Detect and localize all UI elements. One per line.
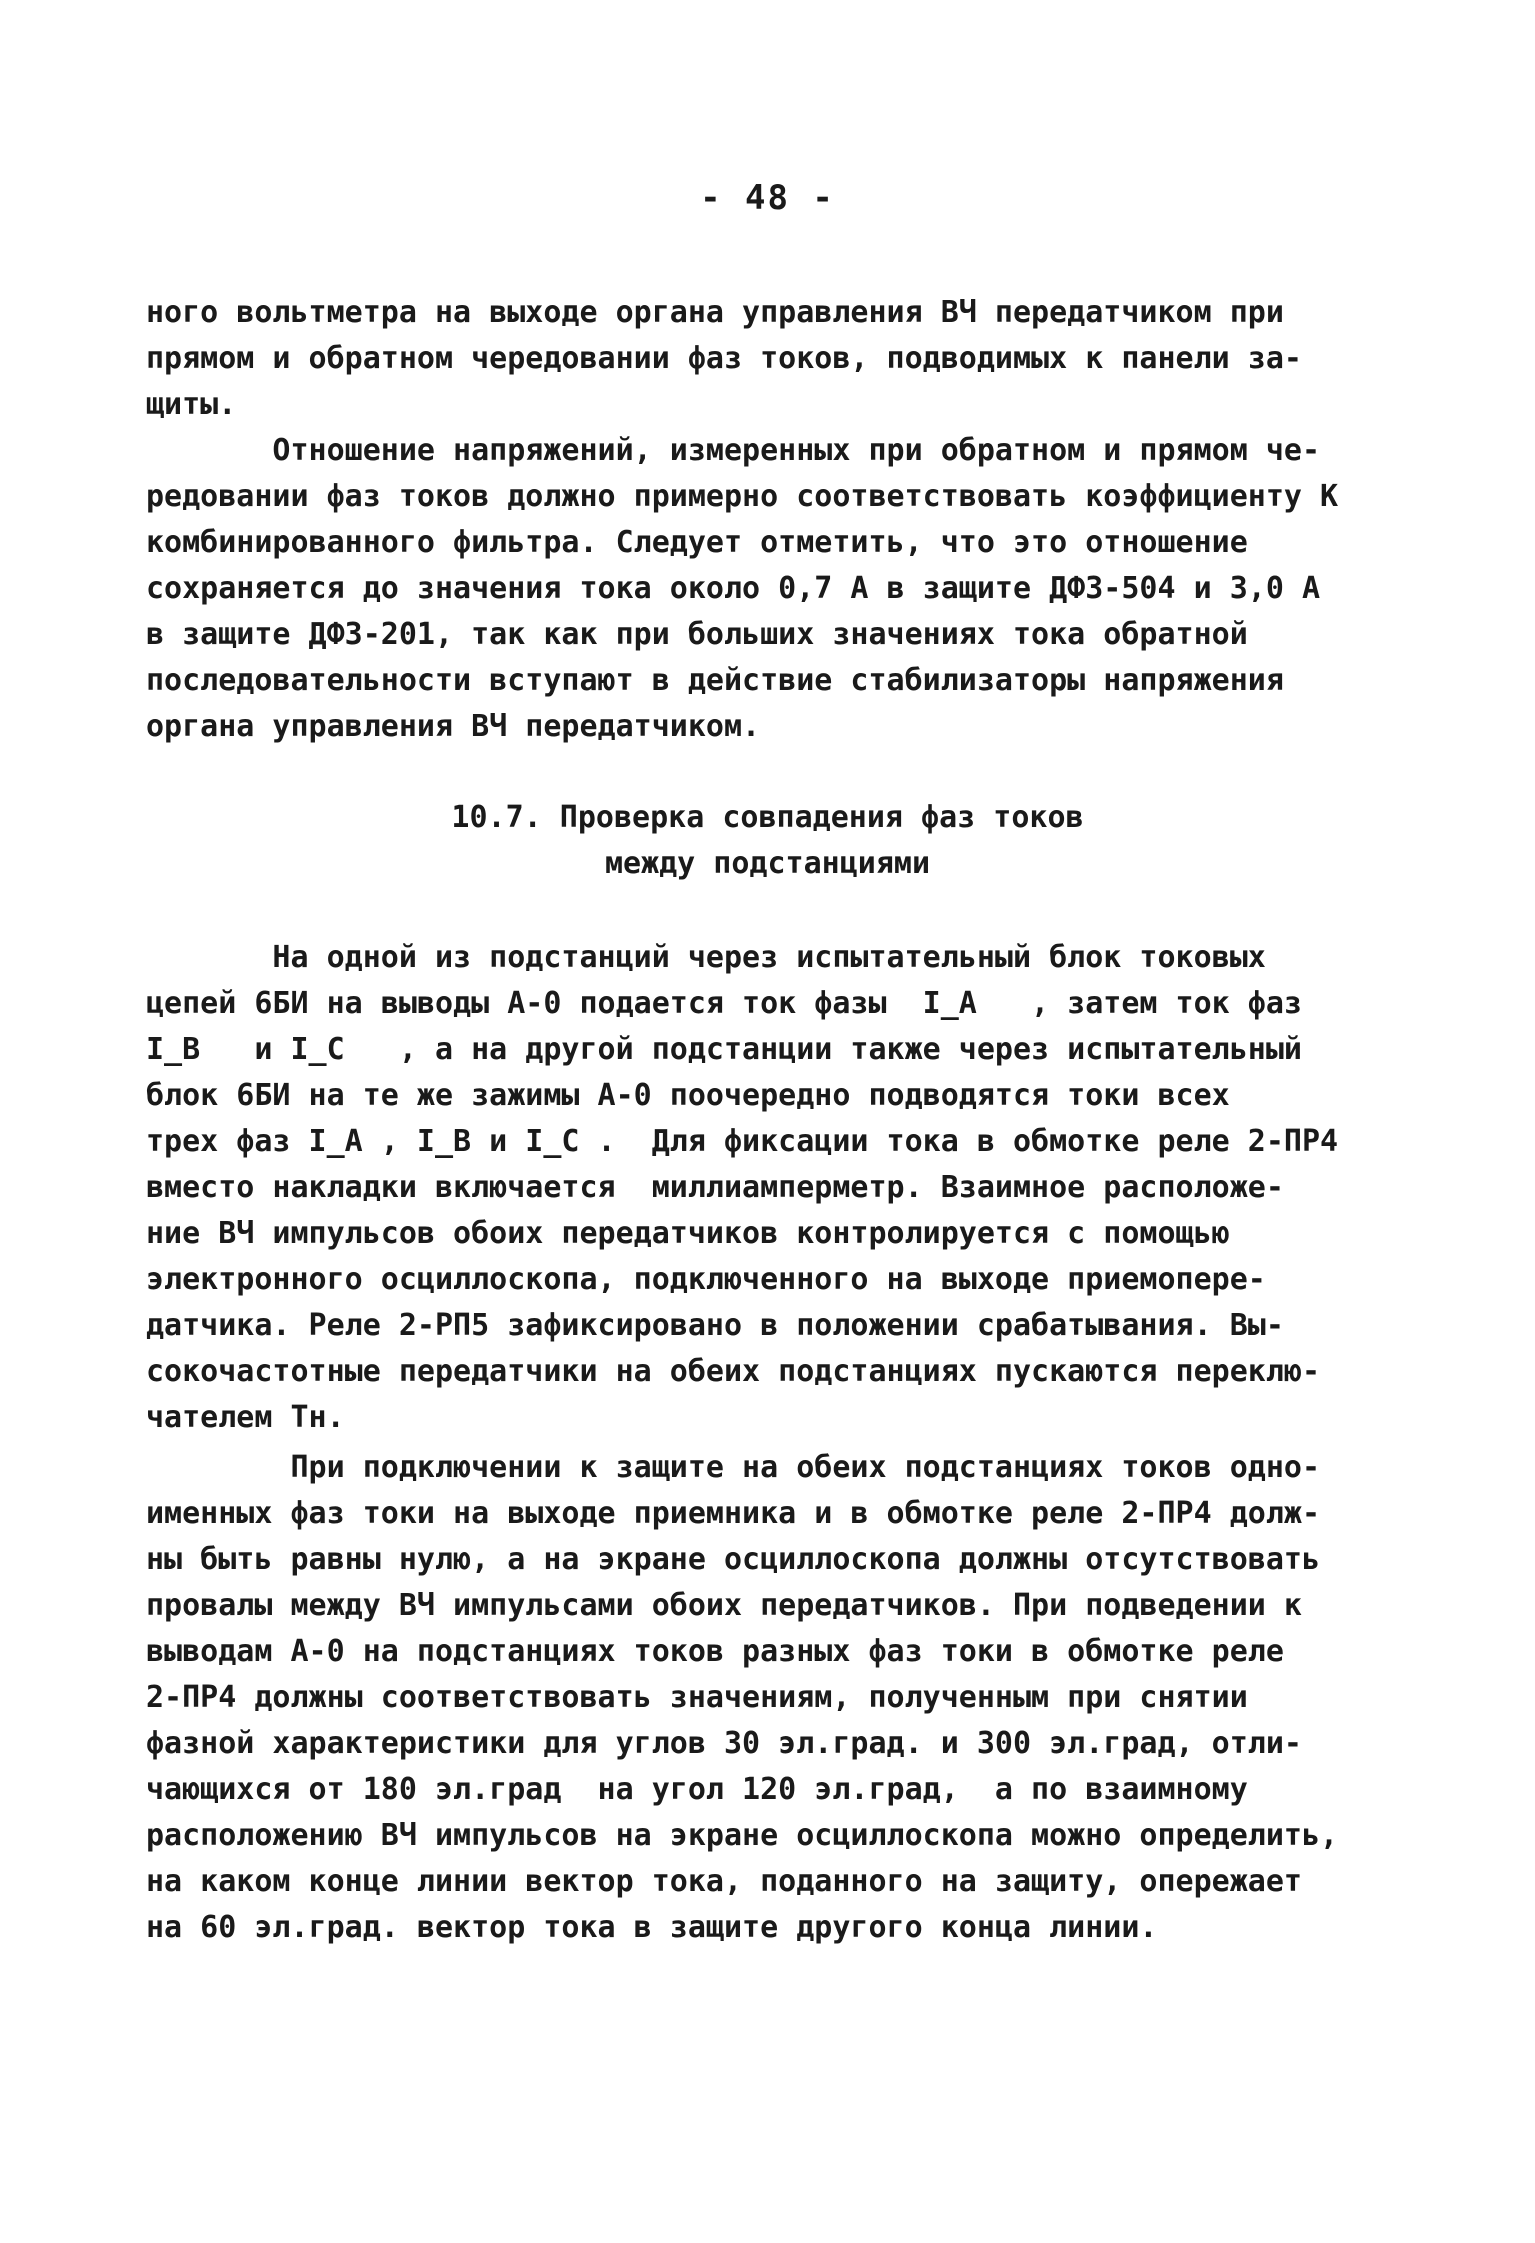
paragraph-result bbox=[146, 1445, 1396, 1951]
text-line: вместо накладки включается миллиамперметр. Взаимное расположе- bbox=[146, 1170, 1284, 1205]
text-line: щиты. bbox=[146, 387, 237, 422]
text-line: именных фаз токи на выходе приемника и в обмотке реле 2-ПР4 долж- bbox=[146, 1496, 1320, 1531]
text-line: провалы между ВЧ импульсами обоих передатчиков. При подведении к bbox=[146, 1588, 1302, 1623]
heading-line: 10.7. Проверка совпадения фаз токов bbox=[451, 800, 1084, 835]
text-line: органа управления ВЧ передатчиком. bbox=[146, 709, 761, 744]
text-line: комбинированного фильтра. Следует отметить, что это отношение bbox=[146, 525, 1248, 560]
text-line: последовательности вступают в действие стабилизаторы напряжения bbox=[146, 663, 1284, 698]
page-number: - 48 - bbox=[700, 178, 835, 218]
text-line: I_B и I_C , а на другой подстанции также через испытательный bbox=[146, 1032, 1302, 1067]
text-line: сокочастотные передатчики на обеих подстанциях пускаются переклю- bbox=[146, 1354, 1320, 1389]
text-line: ние ВЧ импульсов обоих передатчиков контролируется с помощью bbox=[146, 1216, 1230, 1251]
text-line: датчика. Реле 2-РП5 зафиксировано в положении срабатывания. Вы- bbox=[146, 1308, 1284, 1343]
text-line: При подключении к защите на обеих подстанциях токов одно- bbox=[146, 1450, 1320, 1485]
text-line: сохраняется до значения тока около 0,7 А в защите ДФЗ-504 и 3,0 А bbox=[146, 571, 1320, 606]
text-line: чающихся от 180 эл.град на угол 120 эл.град, а по взаимному bbox=[146, 1772, 1248, 1807]
text-line: электронного осциллоскопа, подключенного на выходе приемопере- bbox=[146, 1262, 1266, 1297]
text-line: выводам А-0 на подстанциях токов разных фаз токи в обмотке реле bbox=[146, 1634, 1284, 1669]
text-line: цепей 6БИ на выводы А-0 подается ток фазы I_A , затем ток фаз bbox=[146, 986, 1302, 1021]
paragraph-procedure bbox=[146, 935, 1396, 1441]
text-line: На одной из подстанций через испытательный блок токовых bbox=[146, 940, 1266, 975]
text-line: 2-ПР4 должны соответствовать значениям, полученным при снятии bbox=[146, 1680, 1248, 1715]
text-line: расположению ВЧ импульсов на экране осциллоскопа можно определить, bbox=[146, 1818, 1339, 1853]
heading-line: между подстанциями bbox=[604, 846, 931, 881]
text-line: на каком конце линии вектор тока, поданного на защиту, опережает bbox=[146, 1864, 1302, 1899]
text-line: редовании фаз токов должно примерно соответствовать коэффициенту К bbox=[146, 479, 1339, 514]
text-line: ны быть равны нулю, а на экране осциллоскопа должны отсутствовать bbox=[146, 1542, 1320, 1577]
paragraph-continuation bbox=[146, 290, 1396, 750]
text-line: блок 6БИ на те же зажимы А-0 поочередно подводятся токи всех bbox=[146, 1078, 1230, 1113]
section-heading bbox=[0, 795, 1535, 887]
text-line: в защите ДФЗ-201, так как при больших значениях тока обратной bbox=[146, 617, 1248, 652]
text-line: Отношение напряжений, измеренных при обратном и прямом че- bbox=[146, 433, 1320, 468]
text-line: прямом и обратном чередовании фаз токов, подводимых к панели за- bbox=[146, 341, 1302, 376]
text-line: фазной характеристики для углов 30 эл.град. и 300 эл.град, отли- bbox=[146, 1726, 1302, 1761]
text-line: трех фаз I_A , I_B и I_C . Для фиксации тока в обмотке реле 2-ПР4 bbox=[146, 1124, 1339, 1159]
text-line: чателем Тн. bbox=[146, 1400, 345, 1435]
text-line: ного вольтметра на выходе органа управления ВЧ передатчиком при bbox=[146, 295, 1284, 330]
text-line: на 60 эл.град. вектор тока в защите другого конца линии. bbox=[146, 1910, 1158, 1945]
